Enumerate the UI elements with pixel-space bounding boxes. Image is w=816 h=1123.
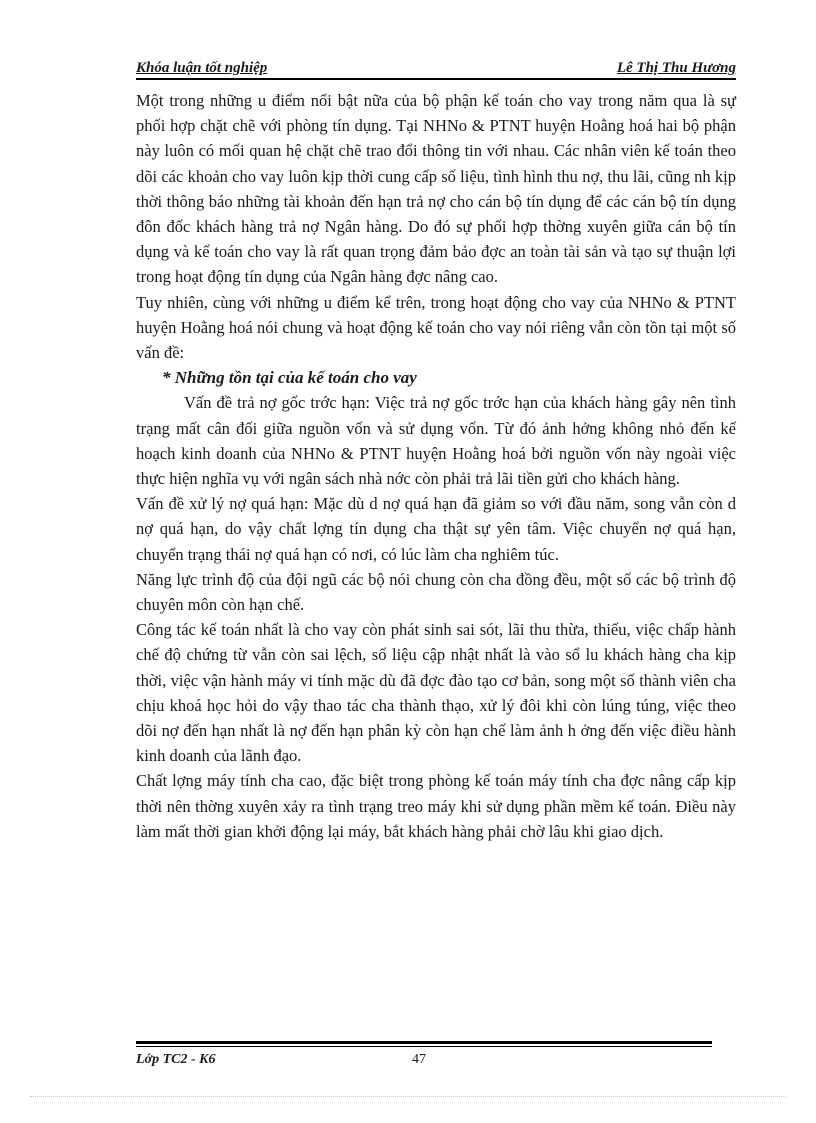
- paragraph-advantages: Một trong những u điểm nổi bật nữa của bộ phận kế toán cho vay trong năm qua là sự phối hợp chặt chẽ với phòng tín dụng. Tại NHNo & PTNT huyện Hoằng hoá hai bộ phận này luôn có mối quan hệ chặt chẽ trao đổi thông tin với nhau. Các nhân viên kế toán theo dõi các khoản cho vay luôn kịp thời cung cấp số liệu, tình hình thu nợ, thu lãi, cũng nh kịp thời thông báo những tài khoản đến hạn trả nợ cho cán bộ tín dụng để các cán bộ tín dụng đôn đốc khách hàng trả nợ Ngân hàng. Do đó sự phối hợp thờng xuyên giữa cán bộ tín dụng và kế toán cho vay là rất quan trọng đảm bảo đợc an toàn tài sản và tạo sự thuận lợi trong hoạt động tín dụng của Ngân hàng đợc nâng cao.: [136, 91, 736, 287]
- paragraph-early-repayment: Vấn đề trả nợ gốc trớc hạn: Việc trả nợ gốc trớc hạn của khách hàng gây nên tình trạng mất cân đối giữa nguồn vốn và sử dụng vốn. Từ đó ảnh hởng không nhỏ đến kế hoạch kinh doanh của NHNo & PTNT huyện Hoằng hoá bởi nguồn vốn này ngoài việc thực hiện nghĩa vụ với ngân sách nhà nớc còn phải trả lãi tiền gửi cho khách hàng.: [136, 393, 736, 489]
- paragraph-accounting-errors: Công tác kế toán nhất là cho vay còn phát sinh sai sót, lãi thu thừa, thiếu, việc chấp hành chế độ chứng từ vẫn còn sai lệch, số liệu cập nhật nhất là vào sổ lu khách hàng cha kịp thời, việc vận hành máy vi tính mặc dù đã đợc đào tạo cơ bản, song một số thành viên cha chịu khoá học hỏi do vậy thao tác cha thành thạo, xử lý đôi khi còn lúng túng, việc theo dõi nợ đến hạn nhất là nợ đến hạn phân kỳ còn hạn chế làm ảnh h ởng đến việc điều hành kinh doanh của lãnh đạo.: [136, 620, 736, 766]
- page-number: 47: [412, 1052, 426, 1067]
- paragraph-however: Tuy nhiên, cùng với những u điểm kể trên, trong hoạt động cho vay của NHNo & PTNT huyện Hoằng hoá nói chung và hoạt động kế toán cho vay nói riêng vẫn còn tồn tại một số vấn đề:: [136, 292, 736, 363]
- paragraph-overdue-debt: Vấn đề xử lý nợ quá hạn: Mặc dù d nợ quá hạn đã giảm so với đầu năm, song vẫn còn d nợ quá hạn, do vậy chất lợng tín dụng cha thật sự yên tâm. Việc chuyển nợ quá hạn, chuyển trạng thái nợ quá hạn có nơi, có lúc làm cha nghiêm túc.: [136, 494, 736, 564]
- header-thesis-title: Khóa luận tốt nghiệp: [136, 60, 268, 76]
- footer-class-label: Lớp TC2 - K6: [136, 1052, 216, 1067]
- body-text: [136, 88, 736, 844]
- footer-rule-thick: [136, 1041, 712, 1044]
- footer-rule-thin: [136, 1046, 712, 1047]
- paragraph-staff-capacity: Năng lực trình độ của đội ngũ các bộ nói chung còn cha đồng đều, một số các bộ trình độ chuyên môn còn hạn chế.: [136, 569, 736, 615]
- page-bottom-border: [30, 1096, 786, 1097]
- section-heading: * Những tồn tại của kế toán cho vay: [162, 368, 417, 388]
- page-header: [136, 60, 736, 80]
- paragraph-computer-quality: Chất lợng máy tính cha cao, đặc biệt trong phòng kế toán máy tính cha đợc nâng cấp kịp thời nên thờng xuyên xảy ra tình trạng treo máy khi sử dụng phần mềm kế toán. Điều này làm mất thời gian khởi động lại máy, bắt khách hàng phải chờ lâu khi giao dịch.: [136, 771, 736, 841]
- header-author-name: Lê Thị Thu Hương: [616, 60, 736, 76]
- header-rule: [136, 78, 736, 80]
